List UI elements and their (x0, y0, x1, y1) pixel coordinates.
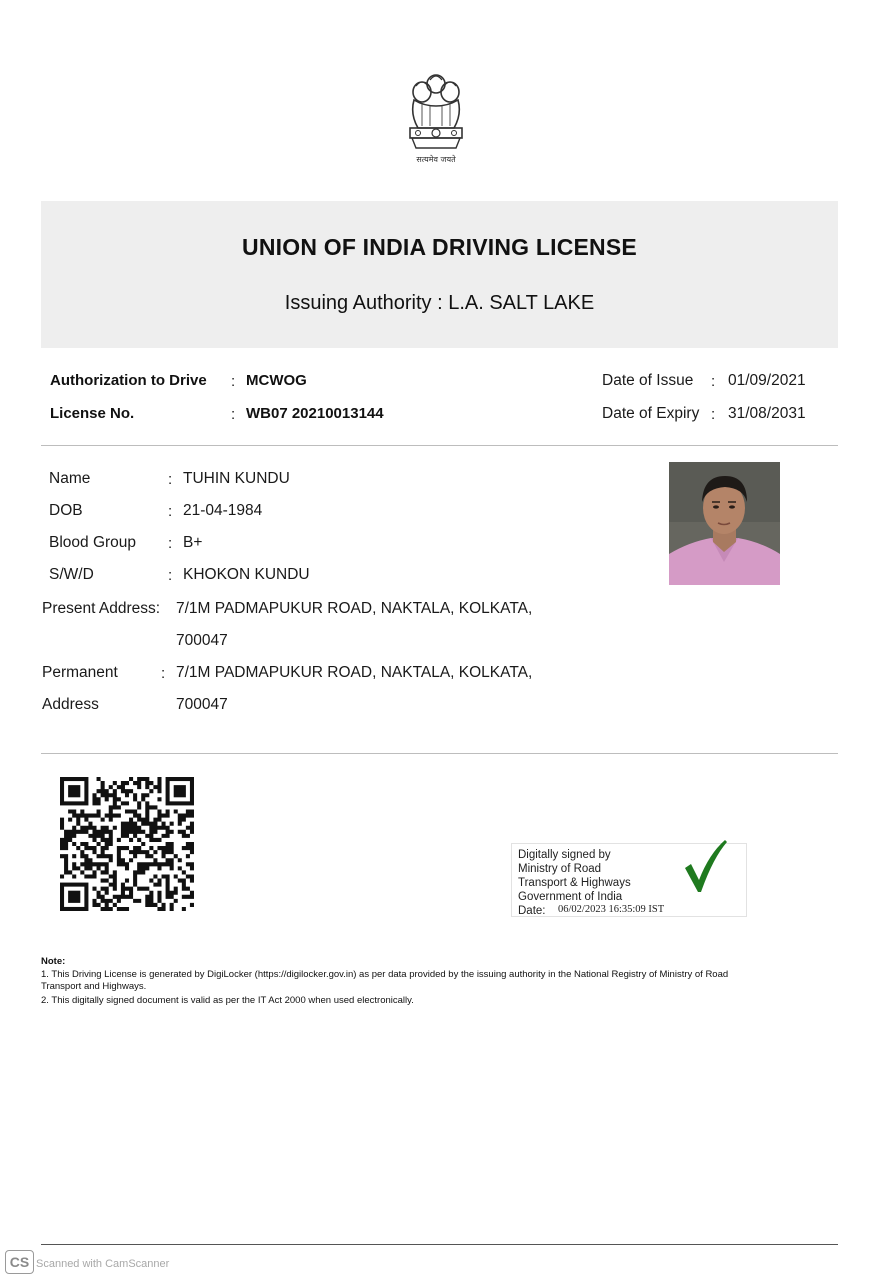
blood-group-label: Blood Group (49, 534, 137, 551)
holder-photo (669, 462, 780, 585)
authorization-label: Authorization to Drive (50, 372, 207, 389)
colon: : (231, 373, 236, 390)
signature-line1: Digitally signed by (518, 849, 611, 861)
signature-line2: Ministry of Road (518, 863, 602, 875)
authorization-value: MCWOG (246, 372, 307, 389)
license-no-label: License No. (50, 405, 135, 422)
note-title: Note: (41, 956, 66, 967)
colon: : (168, 535, 173, 552)
blood-group-value: B+ (183, 534, 203, 551)
date-of-issue-value: 01/09/2021 (728, 372, 806, 389)
note-item2: 2. This digitally signed document is valid as per the IT Act 2000 when used electronically. (41, 995, 414, 1006)
signature-line3: Transport & Highways (518, 877, 631, 889)
dob-label: DOB (49, 502, 83, 519)
check-mark-icon (683, 838, 727, 894)
signature-date-label: Date: (518, 905, 546, 917)
permanent-address-label-2: Address (42, 696, 99, 713)
document-title: UNION OF INDIA DRIVING LICENSE (242, 234, 637, 260)
swd-label: S/W/D (49, 566, 94, 583)
colon: : (711, 406, 716, 423)
header-band (41, 201, 838, 348)
name-label: Name (49, 470, 91, 487)
date-of-expiry-label: Date of Expiry (602, 405, 700, 422)
permanent-address-line2: 700047 (176, 696, 228, 713)
signature-line4: Government of India (518, 891, 623, 903)
footer-divider (41, 1244, 838, 1245)
emblem-motto: सत्यमेव जयते (416, 155, 456, 164)
colon: : (711, 373, 716, 390)
colon: : (231, 406, 236, 423)
issuing-authority: Issuing Authority : L.A. SALT LAKE (284, 292, 595, 314)
dob-value: 21-04-1984 (183, 502, 263, 519)
camscanner-text: Scanned with CamScanner (36, 1258, 170, 1270)
colon: : (168, 567, 173, 584)
license-no-value: WB07 20210013144 (246, 405, 384, 422)
qr-code (60, 777, 194, 911)
name-value: TUHIN KUNDU (183, 470, 290, 487)
divider (41, 445, 838, 446)
note-item1-line2: Transport and Highways. (41, 981, 147, 992)
signature-date-value: 06/02/2023 16:35:09 IST (558, 904, 665, 915)
colon: : (168, 503, 173, 520)
note-item1-line1: 1. This Driving License is generated by DigiLocker (https://digilocker.gov.in) as per data provided by the issuing authority in the National Registry of Ministry of Road (41, 969, 729, 980)
permanent-address-label: Permanent (42, 664, 118, 681)
swd-value: KHOKON KUNDU (183, 566, 310, 583)
present-address-label: Present Address: (42, 600, 161, 617)
present-address-line2: 700047 (176, 632, 228, 649)
date-of-expiry-value: 31/08/2031 (728, 405, 806, 422)
permanent-address-line1: 7/1M PADMAPUKUR ROAD, NAKTALA, KOLKATA, (176, 664, 533, 681)
divider (41, 753, 838, 754)
colon: : (161, 665, 166, 682)
date-of-issue-label: Date of Issue (602, 372, 694, 389)
camscanner-logo: CS (5, 1250, 34, 1274)
colon: : (168, 471, 173, 488)
present-address-line1: 7/1M PADMAPUKUR ROAD, NAKTALA, KOLKATA, (176, 600, 533, 617)
